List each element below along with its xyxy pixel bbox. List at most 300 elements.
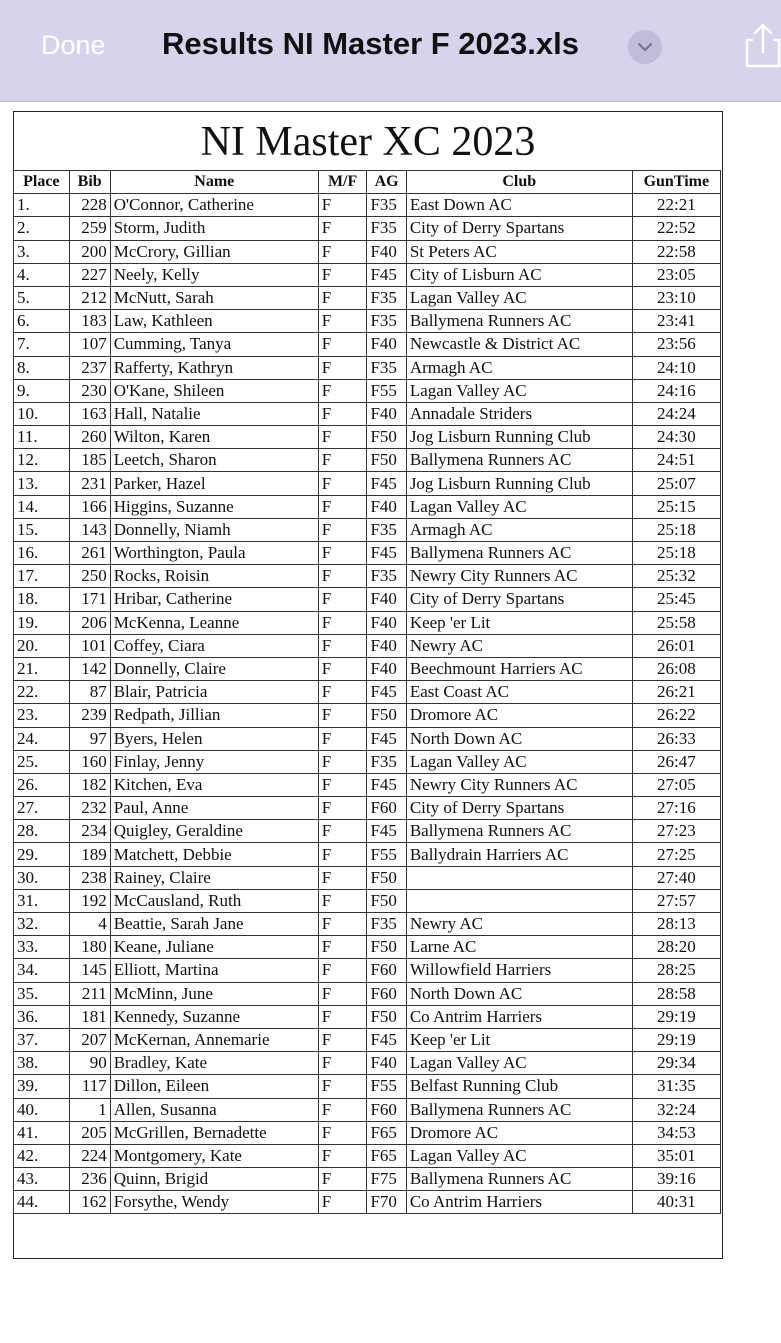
club-cell: Newry AC: [406, 634, 632, 657]
place-cell: 29.: [14, 843, 70, 866]
club-cell: Co Antrim Harriers: [406, 1005, 632, 1028]
place-cell: 9.: [14, 379, 70, 402]
guntime-cell: 25:58: [632, 611, 720, 634]
guntime-cell: 34:53: [632, 1121, 720, 1144]
ag-cell: F40: [367, 402, 406, 425]
table-row: [14, 402, 721, 425]
top-toolbar: [0, 0, 781, 102]
bib-cell: 171: [69, 588, 110, 611]
name-cell: Kennedy, Suzanne: [110, 1005, 318, 1028]
share-button[interactable]: [741, 22, 781, 70]
spreadsheet: [13, 111, 723, 1259]
guntime-cell: 28:58: [632, 982, 720, 1005]
ag-cell: F35: [367, 217, 406, 240]
table-row: [14, 1075, 721, 1098]
guntime-cell: 23:41: [632, 310, 720, 333]
title-menu-button[interactable]: [628, 30, 662, 64]
ag-cell: F50: [367, 1005, 406, 1028]
table-row: [14, 773, 721, 796]
table-row: [14, 797, 721, 820]
mf-cell: F: [318, 217, 367, 240]
place-cell: 31.: [14, 889, 70, 912]
ag-cell: F45: [367, 773, 406, 796]
place-cell: 10.: [14, 402, 70, 425]
table-row: [14, 982, 721, 1005]
mf-cell: F: [318, 866, 367, 889]
name-cell: Rainey, Claire: [110, 866, 318, 889]
place-cell: 36.: [14, 1005, 70, 1028]
club-cell: Annadale Striders: [406, 402, 632, 425]
mf-cell: F: [318, 1191, 367, 1214]
table-row: [14, 913, 721, 936]
mf-cell: F: [318, 356, 367, 379]
name-cell: Wilton, Karen: [110, 426, 318, 449]
bib-cell: 200: [69, 240, 110, 263]
name-cell: Allen, Susanna: [110, 1098, 318, 1121]
bib-cell: 261: [69, 542, 110, 565]
club-cell: Jog Lisburn Running Club: [406, 426, 632, 449]
guntime-cell: 25:45: [632, 588, 720, 611]
club-cell: Ballymena Runners AC: [406, 542, 632, 565]
place-cell: 12.: [14, 449, 70, 472]
header-place: Place: [14, 171, 70, 194]
table-row: [14, 843, 721, 866]
club-cell: Beechmount Harriers AC: [406, 657, 632, 680]
club-cell: Ballydrain Harriers AC: [406, 843, 632, 866]
guntime-cell: 27:40: [632, 866, 720, 889]
ag-cell: F70: [367, 1191, 406, 1214]
bib-cell: 234: [69, 820, 110, 843]
name-cell: Paul, Anne: [110, 797, 318, 820]
table-row: [14, 565, 721, 588]
place-cell: 7.: [14, 333, 70, 356]
mf-cell: F: [318, 843, 367, 866]
bib-cell: 107: [69, 333, 110, 356]
guntime-cell: 24:51: [632, 449, 720, 472]
guntime-cell: 28:20: [632, 936, 720, 959]
guntime-cell: 28:13: [632, 913, 720, 936]
bib-cell: 166: [69, 495, 110, 518]
guntime-cell: 28:25: [632, 959, 720, 982]
guntime-cell: 24:16: [632, 379, 720, 402]
bib-cell: 259: [69, 217, 110, 240]
bib-cell: 1: [69, 1098, 110, 1121]
ag-cell: F60: [367, 982, 406, 1005]
mf-cell: F: [318, 913, 367, 936]
name-cell: Parker, Hazel: [110, 472, 318, 495]
club-cell: Armagh AC: [406, 356, 632, 379]
bib-cell: 237: [69, 356, 110, 379]
mf-cell: F: [318, 936, 367, 959]
name-cell: Redpath, Jillian: [110, 704, 318, 727]
bib-cell: 212: [69, 286, 110, 309]
table-row: [14, 1191, 721, 1214]
club-cell: Lagan Valley AC: [406, 750, 632, 773]
table-row: [14, 495, 721, 518]
ag-cell: F40: [367, 1052, 406, 1075]
name-cell: O'Kane, Shileen: [110, 379, 318, 402]
place-cell: 19.: [14, 611, 70, 634]
mf-cell: F: [318, 449, 367, 472]
table-row: [14, 333, 721, 356]
table-row: [14, 286, 721, 309]
ag-cell: F65: [367, 1144, 406, 1167]
bib-cell: 206: [69, 611, 110, 634]
place-cell: 5.: [14, 286, 70, 309]
table-row: [14, 1028, 721, 1051]
header-bib: Bib: [69, 171, 110, 194]
ag-cell: F45: [367, 542, 406, 565]
name-cell: Kitchen, Eva: [110, 773, 318, 796]
name-cell: Elliott, Martina: [110, 959, 318, 982]
name-cell: Law, Kathleen: [110, 310, 318, 333]
ag-cell: F60: [367, 959, 406, 982]
table-row: [14, 217, 721, 240]
bib-cell: 205: [69, 1121, 110, 1144]
bib-cell: 192: [69, 889, 110, 912]
place-cell: 33.: [14, 936, 70, 959]
mf-cell: F: [318, 472, 367, 495]
mf-cell: F: [318, 773, 367, 796]
club-cell: Ballymena Runners AC: [406, 449, 632, 472]
table-row: [14, 194, 721, 217]
place-cell: 28.: [14, 820, 70, 843]
mf-cell: F: [318, 542, 367, 565]
guntime-cell: 27:05: [632, 773, 720, 796]
mf-cell: F: [318, 495, 367, 518]
club-cell: City of Derry Spartans: [406, 588, 632, 611]
table-row: [14, 426, 721, 449]
guntime-cell: 24:10: [632, 356, 720, 379]
table-row: [14, 379, 721, 402]
mf-cell: F: [318, 426, 367, 449]
table-row: [14, 1168, 721, 1191]
guntime-cell: 26:47: [632, 750, 720, 773]
ag-cell: F40: [367, 611, 406, 634]
table-row: [14, 1098, 721, 1121]
place-cell: 34.: [14, 959, 70, 982]
place-cell: 38.: [14, 1052, 70, 1075]
club-cell: Lagan Valley AC: [406, 495, 632, 518]
club-cell: Armagh AC: [406, 518, 632, 541]
place-cell: 32.: [14, 913, 70, 936]
table-row: [14, 750, 721, 773]
mf-cell: F: [318, 634, 367, 657]
bib-cell: 236: [69, 1168, 110, 1191]
club-cell: Dromore AC: [406, 704, 632, 727]
bib-cell: 239: [69, 704, 110, 727]
club-cell: Larne AC: [406, 936, 632, 959]
guntime-cell: 26:08: [632, 657, 720, 680]
ag-cell: F45: [367, 263, 406, 286]
table-row: [14, 936, 721, 959]
name-cell: O'Connor, Catherine: [110, 194, 318, 217]
ag-cell: F35: [367, 310, 406, 333]
mf-cell: F: [318, 194, 367, 217]
name-cell: Hall, Natalie: [110, 402, 318, 425]
club-cell: Ballymena Runners AC: [406, 1098, 632, 1121]
table-row: [14, 657, 721, 680]
done-button[interactable]: Done: [41, 30, 106, 60]
name-cell: Keane, Juliane: [110, 936, 318, 959]
ag-cell: F50: [367, 936, 406, 959]
guntime-cell: 25:32: [632, 565, 720, 588]
mf-cell: F: [318, 1144, 367, 1167]
bib-cell: 87: [69, 681, 110, 704]
bib-cell: 228: [69, 194, 110, 217]
guntime-cell: 23:05: [632, 263, 720, 286]
name-cell: Quigley, Geraldine: [110, 820, 318, 843]
bib-cell: 211: [69, 982, 110, 1005]
ag-cell: F45: [367, 681, 406, 704]
mf-cell: F: [318, 1028, 367, 1051]
name-cell: McNutt, Sarah: [110, 286, 318, 309]
ag-cell: F35: [367, 913, 406, 936]
bib-cell: 4: [69, 913, 110, 936]
mf-cell: F: [318, 889, 367, 912]
ag-cell: F60: [367, 1098, 406, 1121]
table-row: [14, 727, 721, 750]
table-row: [14, 588, 721, 611]
guntime-cell: 25:18: [632, 518, 720, 541]
place-cell: 2.: [14, 217, 70, 240]
name-cell: Neely, Kelly: [110, 263, 318, 286]
table-row: [14, 611, 721, 634]
table-row: [14, 1144, 721, 1167]
guntime-cell: 27:25: [632, 843, 720, 866]
table-row: [14, 681, 721, 704]
guntime-cell: 23:10: [632, 286, 720, 309]
table-row: [14, 310, 721, 333]
place-cell: 1.: [14, 194, 70, 217]
club-cell: St Peters AC: [406, 240, 632, 263]
name-cell: McCausland, Ruth: [110, 889, 318, 912]
club-cell: Lagan Valley AC: [406, 1144, 632, 1167]
club-cell: Belfast Running Club: [406, 1075, 632, 1098]
place-cell: 20.: [14, 634, 70, 657]
club-cell: Ballymena Runners AC: [406, 1168, 632, 1191]
ag-cell: F45: [367, 1028, 406, 1051]
club-cell: Lagan Valley AC: [406, 1052, 632, 1075]
place-cell: 40.: [14, 1098, 70, 1121]
mf-cell: F: [318, 727, 367, 750]
guntime-cell: 27:23: [632, 820, 720, 843]
mf-cell: F: [318, 681, 367, 704]
mf-cell: F: [318, 1005, 367, 1028]
place-cell: 6.: [14, 310, 70, 333]
guntime-cell: 22:58: [632, 240, 720, 263]
ag-cell: F40: [367, 634, 406, 657]
guntime-cell: 26:22: [632, 704, 720, 727]
ag-cell: F40: [367, 588, 406, 611]
name-cell: McKenna, Leanne: [110, 611, 318, 634]
club-cell: [406, 889, 632, 912]
mf-cell: F: [318, 611, 367, 634]
club-cell: Dromore AC: [406, 1121, 632, 1144]
sheet-title: NI Master XC 2023: [200, 119, 536, 165]
table-row: [14, 959, 721, 982]
name-cell: Coffey, Ciara: [110, 634, 318, 657]
guntime-cell: 24:30: [632, 426, 720, 449]
table-row: [14, 518, 721, 541]
bib-cell: 250: [69, 565, 110, 588]
place-cell: 18.: [14, 588, 70, 611]
place-cell: 42.: [14, 1144, 70, 1167]
header-mf: M/F: [318, 171, 367, 194]
mf-cell: F: [318, 1098, 367, 1121]
club-cell: Ballymena Runners AC: [406, 310, 632, 333]
mf-cell: F: [318, 657, 367, 680]
guntime-cell: 24:24: [632, 402, 720, 425]
name-cell: Donnelly, Niamh: [110, 518, 318, 541]
name-cell: Matchett, Debbie: [110, 843, 318, 866]
mf-cell: F: [318, 565, 367, 588]
bib-cell: 180: [69, 936, 110, 959]
ag-cell: F35: [367, 518, 406, 541]
bib-cell: 232: [69, 797, 110, 820]
club-cell: North Down AC: [406, 727, 632, 750]
club-cell: Newry City Runners AC: [406, 773, 632, 796]
name-cell: McCrory, Gillian: [110, 240, 318, 263]
place-cell: 44.: [14, 1191, 70, 1214]
ag-cell: F60: [367, 797, 406, 820]
place-cell: 30.: [14, 866, 70, 889]
ag-cell: F40: [367, 333, 406, 356]
bib-cell: 162: [69, 1191, 110, 1214]
club-cell: Keep 'er Lit: [406, 1028, 632, 1051]
table-row: [14, 472, 721, 495]
bib-cell: 207: [69, 1028, 110, 1051]
name-cell: Cumming, Tanya: [110, 333, 318, 356]
name-cell: Dillon, Eileen: [110, 1075, 318, 1098]
bib-cell: 143: [69, 518, 110, 541]
club-cell: Keep 'er Lit: [406, 611, 632, 634]
mf-cell: F: [318, 402, 367, 425]
bib-cell: 231: [69, 472, 110, 495]
guntime-cell: 32:24: [632, 1098, 720, 1121]
guntime-cell: 26:01: [632, 634, 720, 657]
guntime-cell: 40:31: [632, 1191, 720, 1214]
place-cell: 21.: [14, 657, 70, 680]
place-cell: 39.: [14, 1075, 70, 1098]
ag-cell: F50: [367, 889, 406, 912]
place-cell: 11.: [14, 426, 70, 449]
mf-cell: F: [318, 263, 367, 286]
name-cell: Bradley, Kate: [110, 1052, 318, 1075]
guntime-cell: 26:33: [632, 727, 720, 750]
name-cell: Storm, Judith: [110, 217, 318, 240]
results-body: [14, 194, 721, 1214]
ag-cell: F50: [367, 866, 406, 889]
document-title: Results NI Master F 2023.xls: [162, 26, 579, 61]
club-cell: East Down AC: [406, 194, 632, 217]
ag-cell: F55: [367, 379, 406, 402]
place-cell: 22.: [14, 681, 70, 704]
place-cell: 37.: [14, 1028, 70, 1051]
place-cell: 35.: [14, 982, 70, 1005]
chevron-down-icon: [637, 42, 653, 52]
club-cell: City of Derry Spartans: [406, 797, 632, 820]
name-cell: Blair, Patricia: [110, 681, 318, 704]
header-guntime: GunTime: [632, 171, 720, 194]
name-cell: McGrillen, Bernadette: [110, 1121, 318, 1144]
bib-cell: 189: [69, 843, 110, 866]
guntime-cell: 27:16: [632, 797, 720, 820]
bib-cell: 97: [69, 727, 110, 750]
bib-cell: 238: [69, 866, 110, 889]
table-row: [14, 704, 721, 727]
place-cell: 23.: [14, 704, 70, 727]
name-cell: Worthington, Paula: [110, 542, 318, 565]
guntime-cell: 35:01: [632, 1144, 720, 1167]
place-cell: 14.: [14, 495, 70, 518]
place-cell: 17.: [14, 565, 70, 588]
table-row: [14, 356, 721, 379]
name-cell: McMinn, June: [110, 982, 318, 1005]
ag-cell: F50: [367, 704, 406, 727]
place-cell: 26.: [14, 773, 70, 796]
bib-cell: 181: [69, 1005, 110, 1028]
place-cell: 4.: [14, 263, 70, 286]
bib-cell: 224: [69, 1144, 110, 1167]
ag-cell: F40: [367, 657, 406, 680]
name-cell: Higgins, Suzanne: [110, 495, 318, 518]
place-cell: 16.: [14, 542, 70, 565]
ag-cell: F35: [367, 356, 406, 379]
place-cell: 13.: [14, 472, 70, 495]
bib-cell: 163: [69, 402, 110, 425]
name-cell: Forsythe, Wendy: [110, 1191, 318, 1214]
bib-cell: 117: [69, 1075, 110, 1098]
club-cell: Newry City Runners AC: [406, 565, 632, 588]
mf-cell: F: [318, 704, 367, 727]
table-row: [14, 820, 721, 843]
guntime-cell: 23:56: [632, 333, 720, 356]
results-table: [13, 170, 721, 1214]
place-cell: 15.: [14, 518, 70, 541]
header-ag: AG: [367, 171, 406, 194]
guntime-cell: 25:07: [632, 472, 720, 495]
ag-cell: F40: [367, 240, 406, 263]
club-cell: Newcastle & District AC: [406, 333, 632, 356]
bib-cell: 227: [69, 263, 110, 286]
name-cell: Beattie, Sarah Jane: [110, 913, 318, 936]
name-cell: Quinn, Brigid: [110, 1168, 318, 1191]
name-cell: Montgomery, Kate: [110, 1144, 318, 1167]
bib-cell: 142: [69, 657, 110, 680]
ag-cell: F65: [367, 1121, 406, 1144]
ag-cell: F75: [367, 1168, 406, 1191]
club-cell: City of Lisburn AC: [406, 263, 632, 286]
place-cell: 27.: [14, 797, 70, 820]
table-row: [14, 634, 721, 657]
bib-cell: 145: [69, 959, 110, 982]
mf-cell: F: [318, 1075, 367, 1098]
mf-cell: F: [318, 333, 367, 356]
guntime-cell: 25:18: [632, 542, 720, 565]
bib-cell: 101: [69, 634, 110, 657]
mf-cell: F: [318, 588, 367, 611]
mf-cell: F: [318, 820, 367, 843]
guntime-cell: 29:34: [632, 1052, 720, 1075]
mf-cell: F: [318, 750, 367, 773]
guntime-cell: 31:35: [632, 1075, 720, 1098]
header-row: [14, 171, 721, 194]
bib-cell: 160: [69, 750, 110, 773]
mf-cell: F: [318, 982, 367, 1005]
guntime-cell: 26:21: [632, 681, 720, 704]
guntime-cell: 39:16: [632, 1168, 720, 1191]
